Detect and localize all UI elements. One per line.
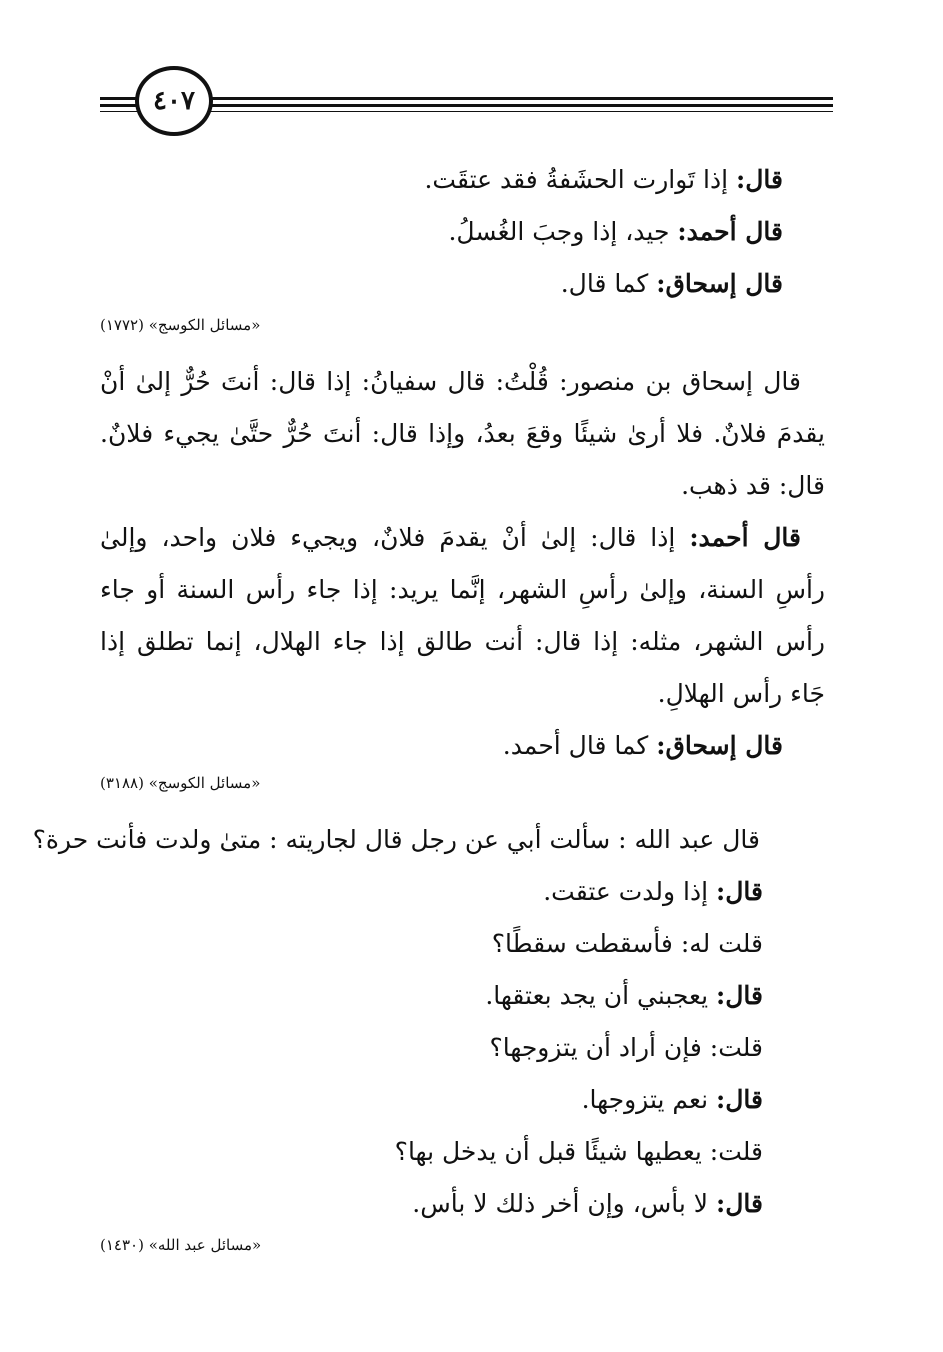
speaker-label: قال: [716, 981, 763, 1010]
speech-text: فأسقطت سقطًا؟ [491, 929, 673, 958]
text-line [582, 1080, 763, 1120]
text-line [100, 518, 801, 558]
text-line [412, 1184, 763, 1224]
source-citation: «مسائل عبد الله» (١٤٣٠) [100, 1236, 262, 1254]
speech-text: فإن أراد أن يتزوجها؟ [489, 1033, 702, 1062]
source-citation: «مسائل الكوسج» (١٧٧٢) [100, 316, 261, 334]
speaker-label: قال: [736, 165, 783, 194]
speaker-label: قال: [716, 877, 763, 906]
speech-text: لا بأس، وإن أخر ذلك لا بأس. [412, 1189, 709, 1218]
text-line: قال: قد ذهب. [681, 471, 825, 500]
text-line [561, 264, 783, 304]
speech-text: جيد، إذا وجبَ الغُسلُ. [448, 217, 670, 246]
speaker-label: قال: [716, 1189, 763, 1218]
text-line [395, 1132, 763, 1172]
speaker-label: قال أحمد: [689, 523, 801, 552]
source-citation: «مسائل الكوسج» (٣١٨٨) [100, 774, 261, 792]
speech-text: يعطيها شيئًا قبل أن يدخل بها؟ [394, 1137, 702, 1166]
speaker-label: قال إسحاق: [656, 731, 783, 760]
speaker-label: قال: [716, 1085, 763, 1114]
speaker-label: قال إسحاق: [656, 269, 783, 298]
text-line: رأسِ السنة، وإلىٰ رأسِ الشهر، إنَّما يريد: إذا جاء رأس السنة أو جاء [100, 575, 825, 604]
speech-text: كما قال أحمد. [502, 731, 649, 760]
text-line [424, 160, 783, 200]
speaker-label: قلت: [709, 1033, 763, 1062]
page-number: ٤٠٧ [135, 66, 213, 136]
speaker-label: قلت: [709, 1137, 763, 1166]
text-line: قال عبد الله : سألت أبي عن رجل قال لجاريته : متىٰ ولدت فأنت حرة؟ [32, 825, 760, 854]
speech-text: إذا قال: إلىٰ أنْ يقدمَ فلانٌ، ويجيء فلان واحد، وإلىٰ [100, 523, 676, 552]
speech-text: كما قال. [560, 269, 649, 298]
text-line: قال إسحاق بن منصور: قُلْتُ: قال سفيانُ: إذا قال: أنتَ حُرٌّ إلىٰ أنْ [100, 367, 801, 396]
speech-text: إذا ولدت عتقت. [543, 877, 709, 906]
text-line [489, 1028, 763, 1068]
text-line [448, 212, 783, 252]
text-line [543, 872, 763, 912]
speech-text: إذا تَوارت الحشَفةُ فقد عتقَت. [424, 165, 729, 194]
speech-text: نعم يتزوجها. [581, 1085, 709, 1114]
text-line [503, 726, 783, 766]
speech-text: يعجبني أن يجد بعتقها. [485, 981, 709, 1010]
speaker-label: قال أحمد: [677, 217, 783, 246]
speaker-label: قلت له: [680, 929, 763, 958]
text-line: جَاء رأس الهلالِ. [657, 679, 825, 708]
text-line: رأس الشهر، مثله: إذا قال: أنت طالق إذا جاء الهلال، إنما تطلق إذا [100, 627, 825, 656]
text-line: يقدمَ فلانٌ. فلا أرىٰ شيئًا وقعَ بعدُ، وإذا قال: أنتَ حُرٌّ حتَّىٰ يجيء فلانٌ. [100, 419, 825, 448]
text-line [485, 976, 763, 1016]
text-line [492, 924, 763, 964]
